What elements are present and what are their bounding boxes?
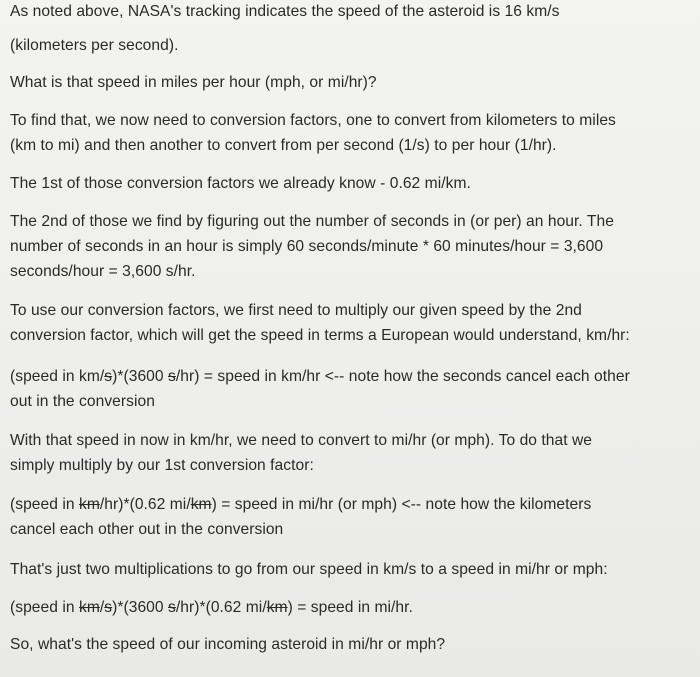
eq-strike: km <box>190 496 212 513</box>
text-line: As noted above, NASA's tracking indicates the speed of the asteroid is 16 km/s <box>10 3 560 20</box>
text-line: seconds/hour = 3,600 s/hr. <box>10 263 196 280</box>
text-line: With that speed in now in km/hr, we need to convert to mi/hr (or mph). To do that we <box>10 432 593 449</box>
text-line: (km to mi) and then another to convert from per second (1/s) to per hour (1/hr). <box>10 137 557 154</box>
text-line: (kilometers per second). <box>10 37 179 54</box>
eq-text: ) = speed in mi/hr (or mph) <-- note how the kilometers <box>211 496 592 513</box>
eq-text: / <box>99 599 105 616</box>
eq-text: /hr)*(0.62 mi/ <box>99 496 191 513</box>
equation-line-3 <box>10 598 413 618</box>
equation-line-2 <box>10 495 591 515</box>
question-line: What is that speed in miles per hour (mph, or mi/hr)? <box>10 74 377 91</box>
eq-strike: s <box>168 368 176 385</box>
eq-strike: s <box>104 368 113 385</box>
text-line: simply multiply by our 1st conversion factor: <box>10 457 314 474</box>
text-line: To find that, we now need to conversion factors, one to convert from kilometers to miles <box>10 112 616 129</box>
text-line: The 2nd of those we find by figuring out the number of seconds in (or per) an hour. The <box>10 213 614 230</box>
text-line: conversion factor, which will get the speed in terms a European would understand, km/hr: <box>10 327 630 344</box>
eq-strike: s <box>168 599 176 616</box>
eq-strike: km <box>78 599 100 616</box>
eq-text: )*(3600 <box>112 599 169 616</box>
eq-strike: s <box>104 599 113 616</box>
eq-strike: km <box>266 599 288 616</box>
eq-text: )*(3600 <box>112 368 169 385</box>
eq-text: (speed in <box>10 599 79 616</box>
text-line: The 1st of those conversion factors we already know - 0.62 mi/km. <box>10 175 471 192</box>
question-line: So, what's the speed of our incoming asteroid in mi/hr or mph? <box>10 636 446 653</box>
text-line: That's just two multiplications to go from our speed in km/s to a speed in mi/hr or mph: <box>10 561 608 578</box>
eq-text: (speed in km/ <box>10 368 105 385</box>
text-line: cancel each other out in the conversion <box>10 521 284 538</box>
eq-text: /hr)*(0.62 mi/ <box>175 599 267 616</box>
eq-strike: km <box>78 496 100 513</box>
text-line: To use our conversion factors, we first need to multiply our given speed by the 2nd <box>10 302 582 319</box>
eq-text: ) = speed in mi/hr. <box>287 599 413 616</box>
text-line: number of seconds in an hour is simply 60 seconds/minute * 60 minutes/hour = 3,600 <box>10 238 604 255</box>
text-line: out in the conversion <box>10 393 155 410</box>
equation-line-1 <box>10 367 630 387</box>
eq-text: /hr) = speed in km/hr <-- note how the seconds cancel each other <box>175 368 630 385</box>
eq-text: (speed in <box>10 496 79 513</box>
